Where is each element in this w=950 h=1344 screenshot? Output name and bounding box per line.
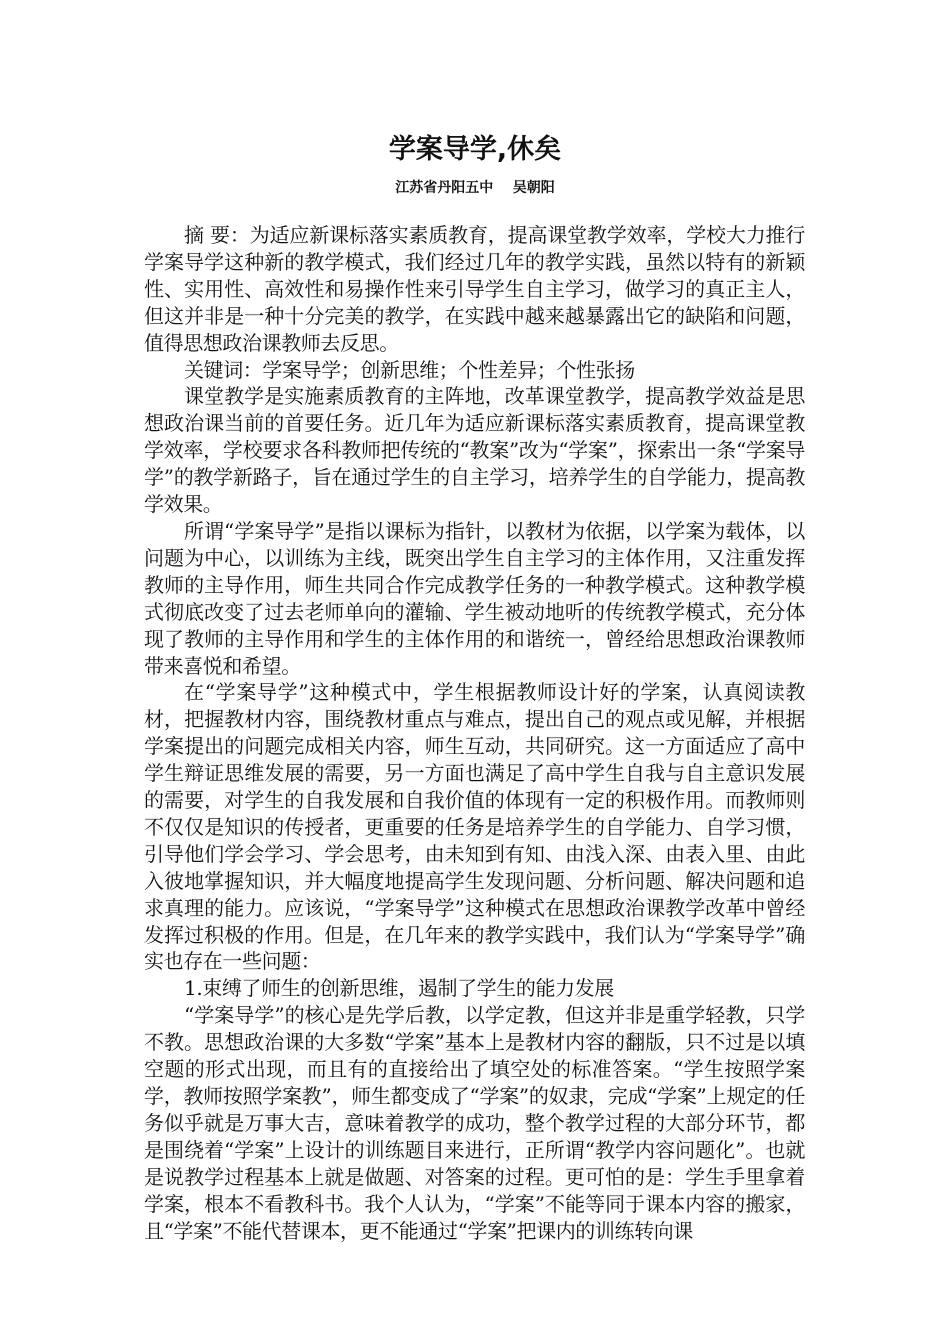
abstract-paragraph: 摘 要：为适应新课标落实素质教育，提高课堂教学效率，学校大力推行学案导学这种新的教学模式，我们经过几年的教学实践，虽然以特有的新颖性、实用性、高效性和易操作性来引导学生自主学习，做学习的真正主人，但这并非是一种十分完美的教学，在实践中越来越暴露出它的缺陷和问题，值得思想政治课教师去反思。 <box>144 223 805 355</box>
body-paragraph: 所谓“学案导学”是指以课标为指针，以教材为依据，以学案为载体，以问题为中心，以训练为主线，既突出学生自主学习的主体作用，又注重发挥教师的主导作用，师生共同合作完成教学任务的一种教学模式。这种教学模式彻底改变了过去老师单向的灌输、学生被动地听的传统教学模式，充分体现了教师的主导作用和学生的主体作用的和谐统一，曾经给思想政治课教师带来喜悦和希望。 <box>144 518 805 678</box>
document-title: 学案导学,休矣 <box>388 134 562 165</box>
document-author: 江苏省丹阳五中 吴朝阳 <box>395 180 555 196</box>
body-paragraph: 在“学案导学”这种模式中，学生根据教师设计好的学案，认真阅读教材，把握教材内容，围绕教材重点与难点，提出自己的观点或见解，并根据学案提出的问题完成相关内容，师生互动，共同研究。这一方面适应了高中学生辩证思维发展的需要，另一方面也满足了高中学生自我与自主意识发展的需要，对学生的自我发展和自我价值的体现有一定的积极作用。而教师则不仅仅是知识的传授者，更重要的任务是培养学生的自学能力、自学习惯，引导他们学会学习、学会思考，由未知到有知、由浅入深、由表入里、由此入彼地掌握知识，并大幅度地提高学生发现问题、分析问题、解决问题和追求真理的能力。应该说，“学案导学”这种模式在思想政治课教学改革中曾经发挥过积极的作用。但是，在几年来的教学实践中，我们认为“学案导学”确实也存在一些问题： <box>144 680 805 974</box>
keywords-paragraph: 关键词：学案导学；创新思维；个性差异；个性张扬 <box>184 357 635 382</box>
document-body <box>144 222 805 1244</box>
body-paragraph: “学案导学”的核心是先学后教，以学定教，但这并非是重学轻教，只学不教。思想政治课的大多数“学案”基本上是教材内容的翻版，只不过是以填空题的形式出现，而且有的直接给出了填空处的标准答案。“学生按照学案学，教师按照学案教”，师生都变成了“学案”的奴隶，完成“学案”上规定的任务似乎就是万事大吉，意味着教学的成功，整个教学过程的大部分环节，都是围绕着“学案”上设计的训练题目来进行，正所谓“教学内容问题化”。也就是说教学过程基本上就是做题、对答案的过程。更可怕的是：学生手里拿着学案，根本不看教科书。我个人认为，“学案”不能等同于课本内容的搬家，且“学案”不能代替课本，更不能通过“学案”把课内的训练转向课 <box>144 1003 805 1243</box>
body-paragraph: 课堂教学是实施素质教育的主阵地，改革课堂教学，提高教学效益是思想政治课当前的首要任务。近几年为适应新课标落实素质教育，提高课堂教学效率，学校要求各科教师把传统的“教案”改为“学案”，探索出一条“学案导学”的教学新路子，旨在通过学生的自主学习，培养学生的自学能力，提高教学效果。 <box>144 384 805 517</box>
section-heading: 1.束缚了师生的创新思维，遏制了学生的能力发展 <box>184 976 614 1001</box>
